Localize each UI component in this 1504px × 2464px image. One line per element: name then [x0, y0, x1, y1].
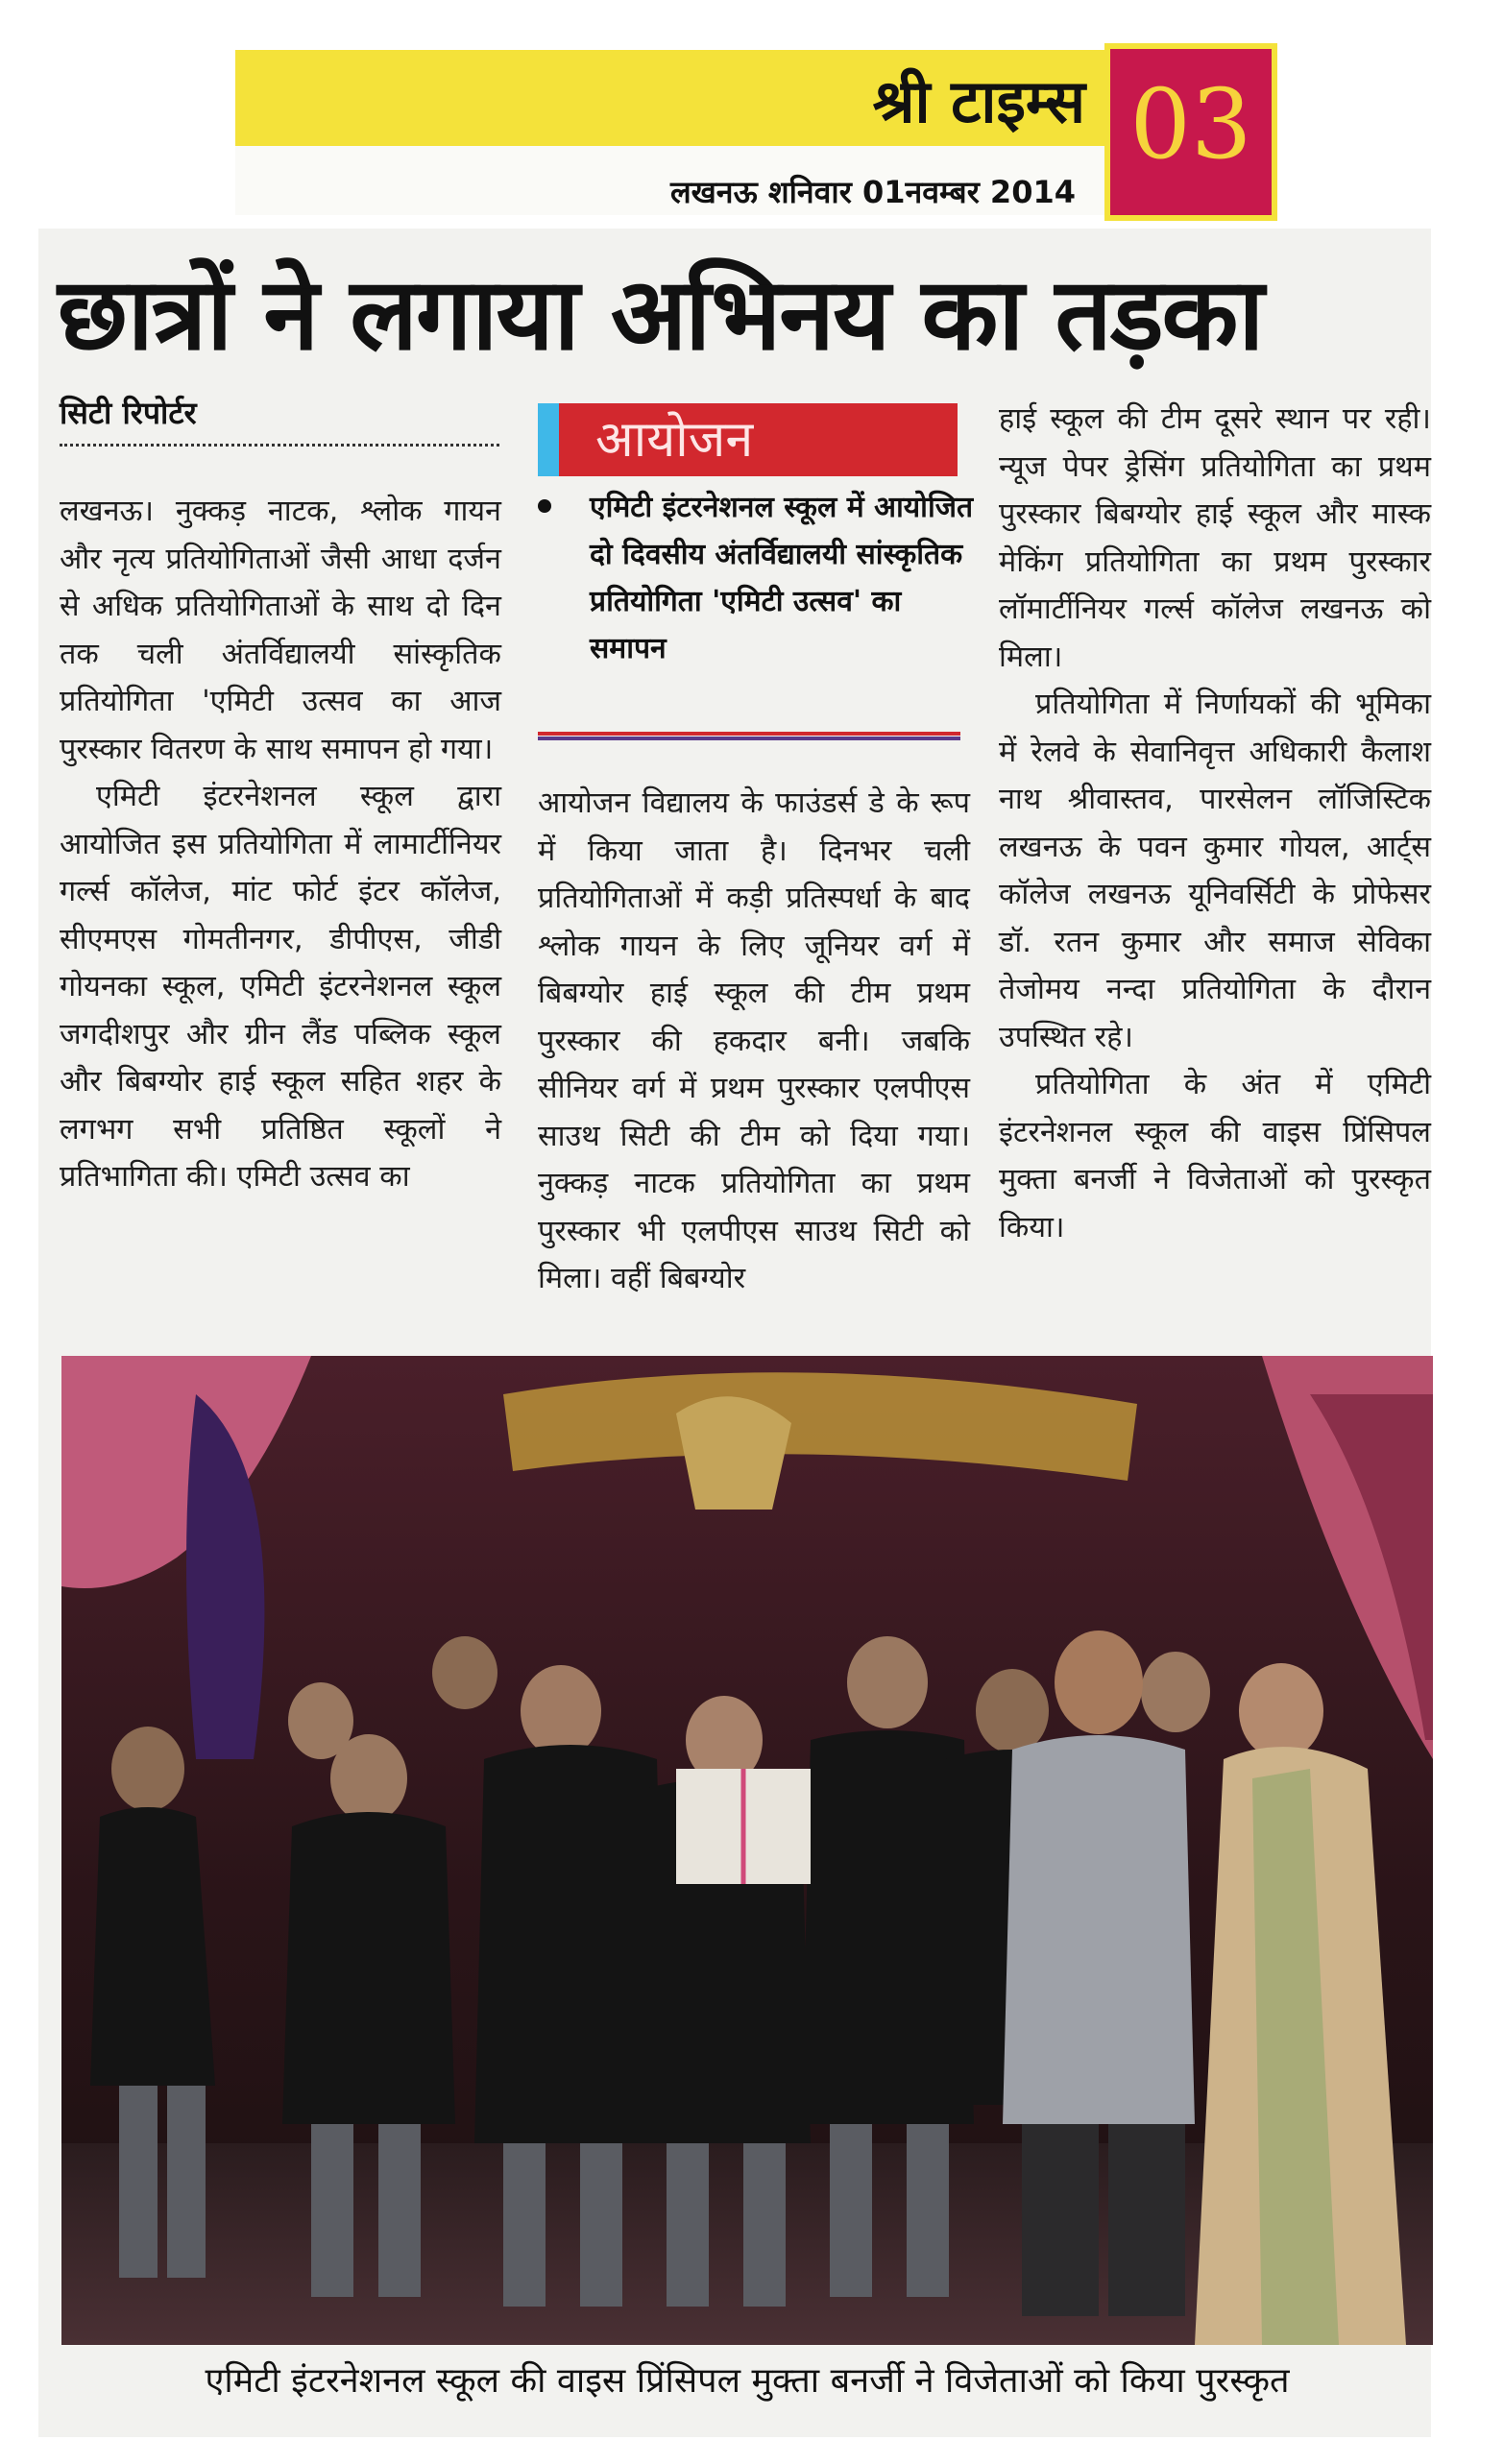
event-photo	[61, 1356, 1433, 2345]
paragraph: लखनऊ। नुक्कड़ नाटक, श्लोक गायन और नृत्य प्रतियोगिताओं जैसी आधा दर्जन से अधिक प्रतियोगिताओं के साथ दो दिन तक चली अंतर्विद्यालयी सांस्कृतिक प्रतियोगिता 'एमिटी उत्सव का आज पुरस्कार वितरण के साथ समापन हो गया।	[60, 495, 501, 766]
byline-divider	[60, 444, 499, 447]
paragraph: प्रतियोगिता में निर्णायकों की भूमिका में रेलवे के सेवानिवृत्त अधिकारी कैलाश नाथ श्रीवास्तव, पारसेलन लॉजिस्टिक लखनऊ के पवन कुमार गोयल, आर्ट्स कॉलेज लखनऊ यूनिवर्सिटी के प्रोफेसर डॉ. रतन कुमार और समाज सेविका तेजोमय नन्दा प्रतियोगिता के दौरान उपस्थित रहे।	[999, 688, 1431, 1054]
highlight-rule	[538, 732, 960, 736]
dateline: लखनऊ शनिवार 01नवम्बर 2014	[669, 174, 1076, 210]
article-column-1	[60, 488, 501, 1201]
paragraph: एमिटी इंटरनेशनल स्कूल द्वारा आयोजित इस प्रतियोगिता में लामार्टीनियर गर्ल्स कॉलेज, मांट फोर्ट इंटर कॉलेज, सीएमएस गोमतीनगर, डीपीएस, जीडी गोयनका स्कूल, एमिटी इंटरनेशनल स्कूल जगदीशपुर और ग्रीन लैंड पब्लिक स्कूल और बिबग्योर हाई स्कूल सहित शहर के लगभग सभी प्रतिष्ठित स्कूलों ने प्रतिभागिता की। एमिटी उत्सव का	[60, 780, 501, 1194]
paragraph: प्रतियोगिता के अंत में एमिटी इंटरनेशनल स्कूल की वाइस प्रिंसिपल मुक्ता बनर्जी ने विजेताओं को पुरस्कृत किया।	[999, 1068, 1431, 1244]
highlight-accent	[538, 403, 559, 476]
highlight-rule	[538, 737, 960, 740]
highlight-text: एमिटी इंटरनेशनल स्कूल में आयोजित दो दिवसीय अंतर्विद्यालयी सांस्कृतिक प्रतियोगिता 'एमिटी उत्सव' का समापन	[590, 491, 974, 665]
article-column-2	[538, 780, 970, 1303]
byline: सिटी रिपोर्टर	[60, 395, 197, 431]
paragraph: हाई स्कूल की टीम दूसरे स्थान पर रही। न्यूज पेपर ड्रेसिंग प्रतियोगिता का प्रथम पुरस्कार बिबग्योर हाई स्कूल और मास्क मेकिंग प्रतियोगिता का प्रथम पुरस्कार लॉमार्टीनियर गर्ल्स कॉलेज लखनऊ को मिला।	[999, 402, 1431, 674]
newspaper-name: श्री टाइम्स	[872, 66, 1085, 136]
bullet-icon	[538, 499, 551, 513]
page-number-box	[1104, 43, 1277, 221]
highlight-label: आयोजन	[595, 411, 754, 469]
paragraph: आयोजन विद्यालय के फाउंडर्स डे के रूप में किया जाता है। दिनभर चली प्रतियोगिताओं में कड़ी प्रतिस्पर्धा के बाद श्लोक गायन के लिए जूनियर वर्ग में बिबग्योर हाई स्कूल की टीम प्रथम पुरस्कार की हकदार बनी। जबकि सीनियर वर्ग में प्रथम पुरस्कार एलपीएस साउथ सिटी की टीम को दिया गया। नुक्कड़ नाटक प्रतियोगिता का प्रथम पुरस्कार भी एलपीएस साउथ सिटी को मिला। वहीं बिबग्योर	[538, 786, 970, 1295]
article-column-3	[999, 396, 1431, 1251]
page-number: 03	[1129, 68, 1252, 181]
article-headline: छात्रों ने लगाया अभिनय का तड़का	[58, 255, 1263, 373]
photo-caption: एमिटी इंटरनेशनल स्कूल की वाइस प्रिंसिपल मुक्ता बनर्जी ने विजेताओं को किया पुरस्कृत	[205, 2361, 1290, 2401]
